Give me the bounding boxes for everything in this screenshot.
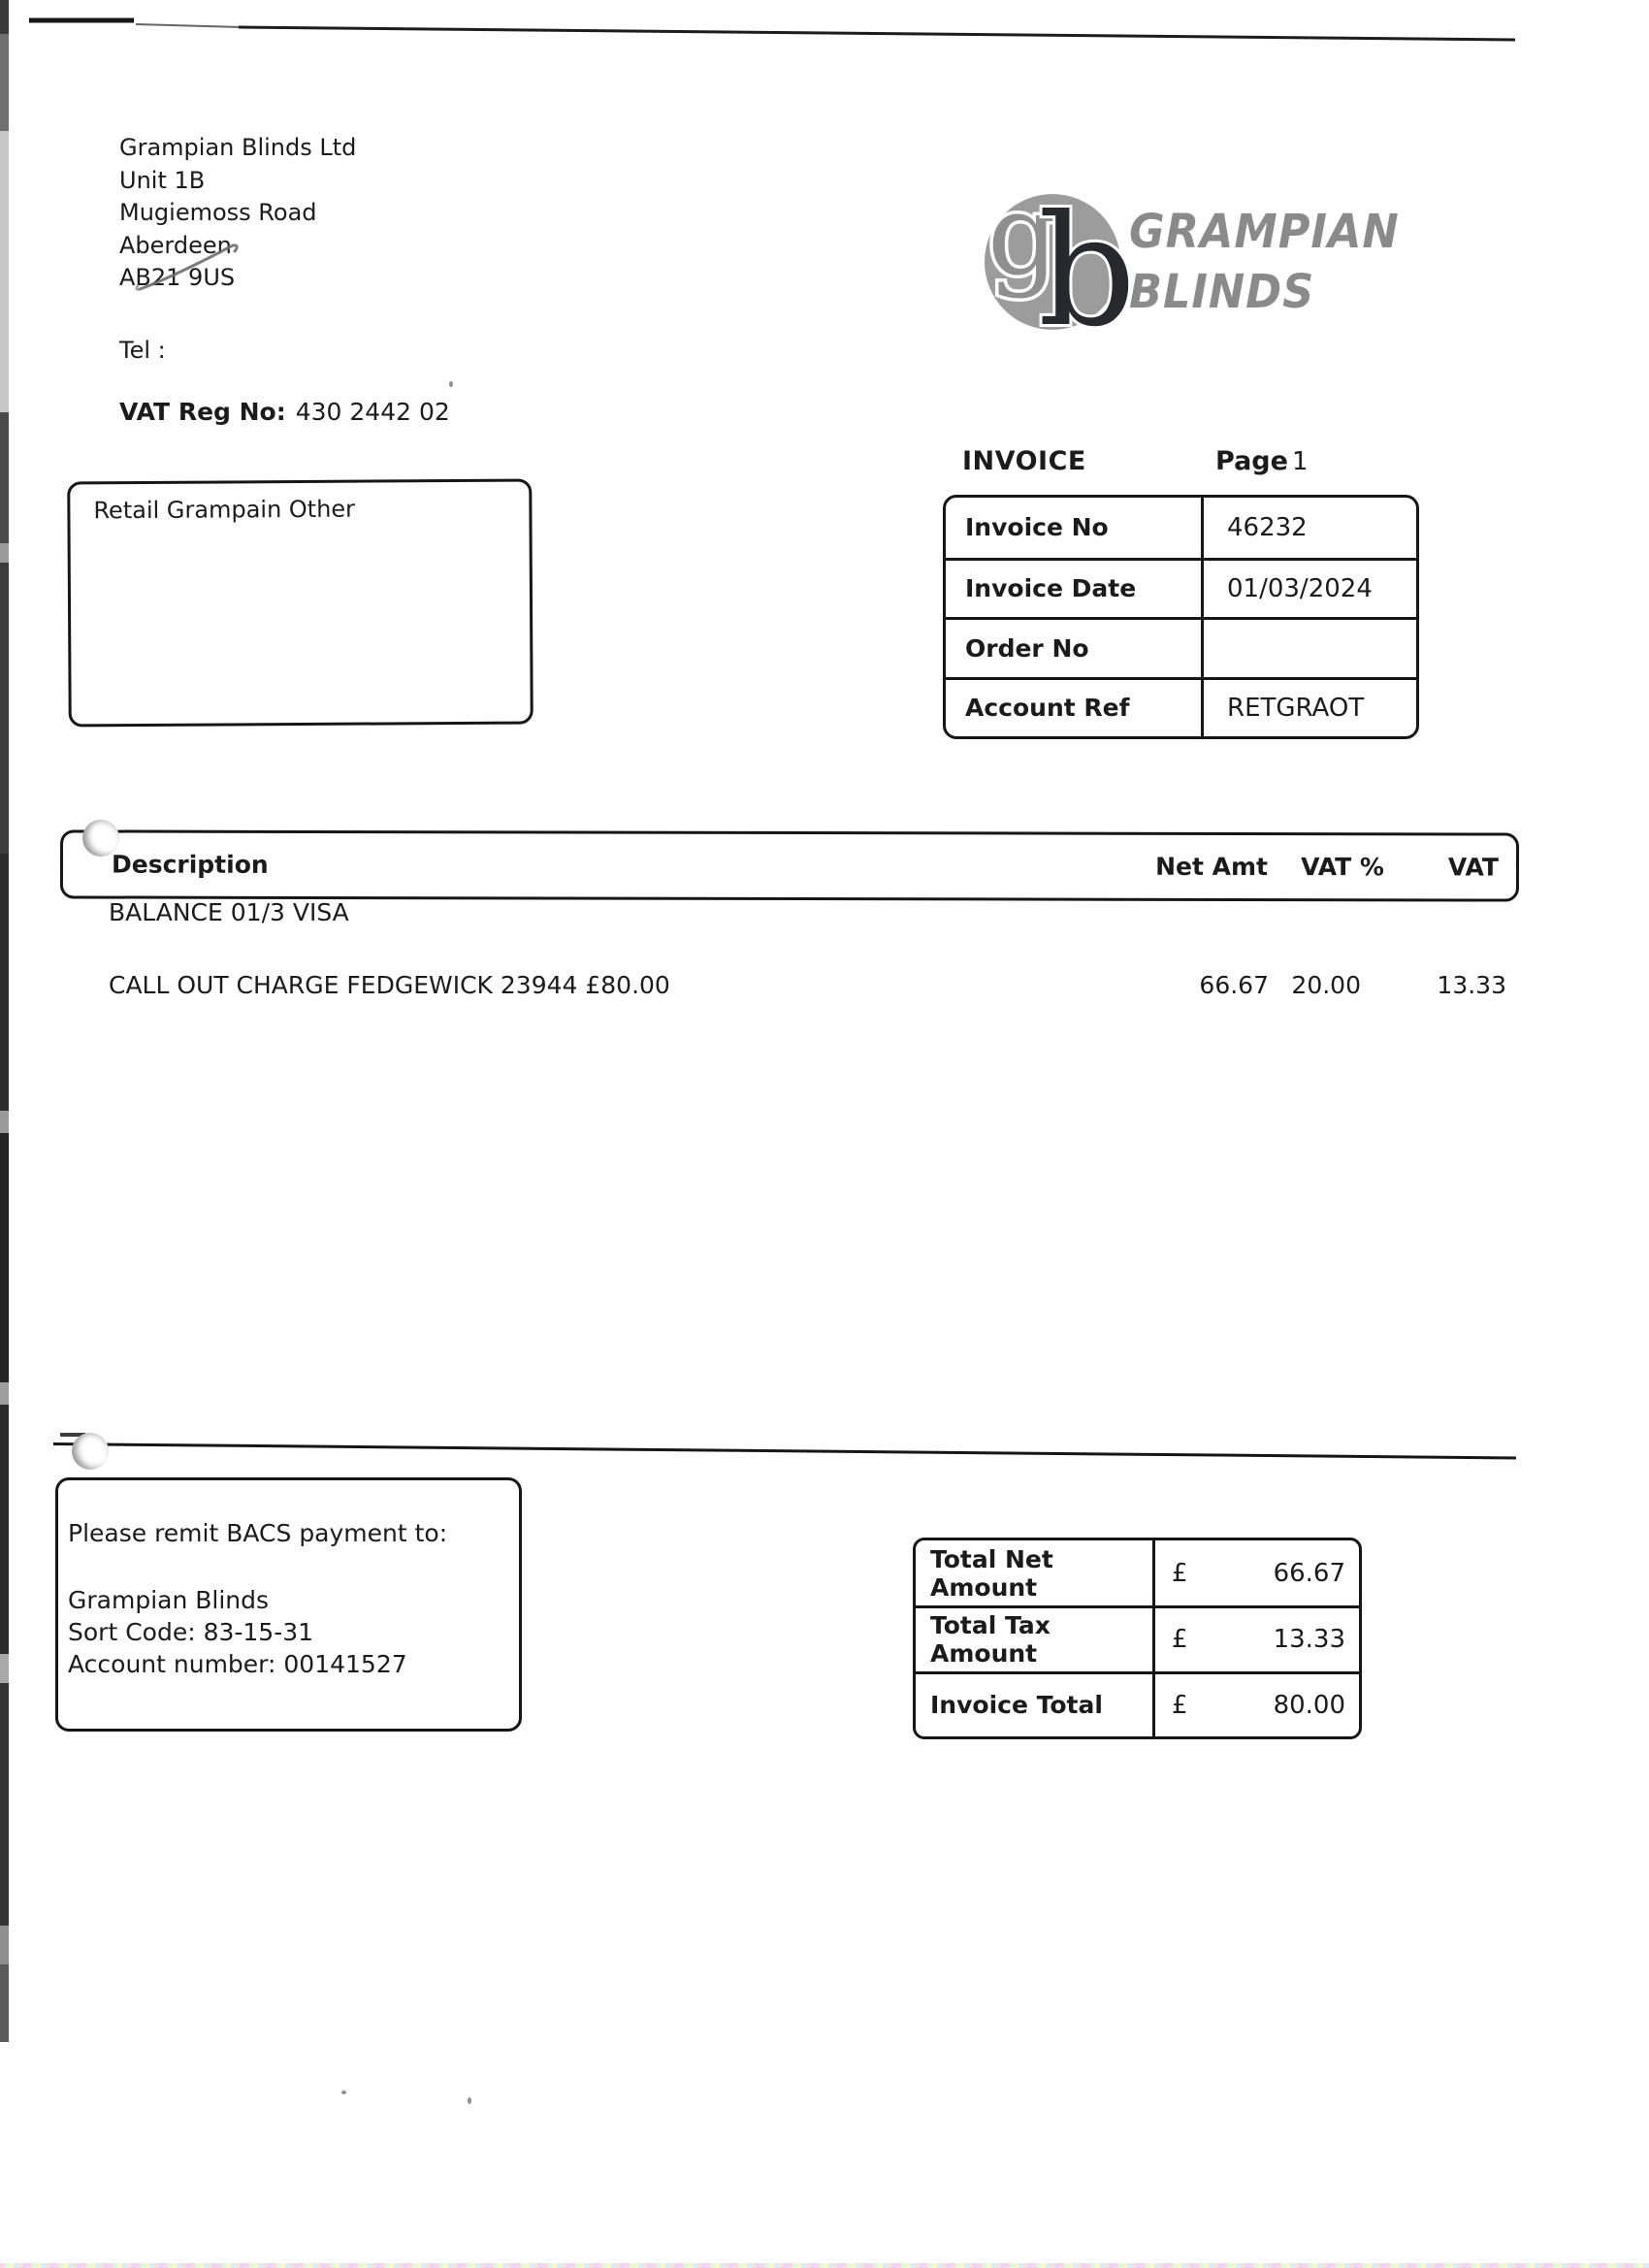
scan-speck <box>468 2097 471 2104</box>
hole-punch-mark <box>72 1433 109 1470</box>
logo-letter-g: g <box>987 188 1059 301</box>
logo-wordmark-line1: GRAMPIAN <box>1129 205 1400 259</box>
description-column-header: Description <box>111 850 269 879</box>
sender-name: Grampian Blinds Ltd <box>119 134 357 161</box>
sender-address-line: Unit 1B <box>119 166 206 194</box>
total-tax-value: 13.33 <box>1273 1625 1345 1655</box>
remittance-intro: Please remit BACS payment to: <box>68 1519 448 1547</box>
customer-account-name: Retail Grampain Other <box>93 495 356 525</box>
currency-symbol: £ <box>1172 1558 1188 1588</box>
vat-reg-line <box>119 398 450 426</box>
total-net-label: Total Net Amount <box>916 1540 1155 1605</box>
totals-table <box>913 1538 1362 1739</box>
invoice-date-label: Invoice Date <box>946 561 1204 618</box>
company-logo-wordmark <box>1129 202 1400 322</box>
vat-reg-value: 430 2442 02 <box>295 398 450 426</box>
scan-speck <box>341 2090 346 2094</box>
remittance-payee: Grampian Blinds <box>68 1586 270 1614</box>
sender-address-line: Aberdeen <box>119 231 232 259</box>
invoice-total-value: 80.00 <box>1273 1690 1345 1720</box>
line-item-description: CALL OUT CHARGE FEDGEWICK 23944 £80.00 <box>109 971 670 999</box>
invoice-title: INVOICE <box>962 446 1086 476</box>
totals-row <box>916 1671 1359 1736</box>
line-item-vat: 13.33 <box>1437 971 1506 999</box>
net-amount-column-header: Net Amt <box>1155 852 1269 882</box>
scan-top-edge-line <box>0 0 1649 58</box>
page-label: Page <box>1215 446 1288 476</box>
page-number: 1 <box>1292 447 1309 476</box>
tel-label: Tel : <box>119 337 166 364</box>
vat-reg-label: VAT Reg No: <box>119 398 286 426</box>
total-tax-label: Total Tax Amount <box>916 1608 1155 1670</box>
customer-box <box>67 479 534 728</box>
invoice-no-label: Invoice No <box>946 498 1204 558</box>
invoice-meta-row <box>946 498 1416 558</box>
remittance-account-number: Account number: 00141527 <box>68 1650 407 1678</box>
logo-letter-b: b <box>1038 188 1137 355</box>
scan-speck <box>449 381 453 387</box>
invoice-date-value: 01/03/2024 <box>1227 573 1373 603</box>
scan-bottom-noise-strip <box>0 2263 1649 2268</box>
remittance-box <box>55 1477 522 1732</box>
invoice-meta-row <box>946 677 1416 737</box>
vat-column-header: VAT <box>1447 853 1500 882</box>
total-net-value: 66.67 <box>1273 1558 1345 1588</box>
line-item-net: 66.67 <box>1199 971 1269 999</box>
scan-left-edge-strip <box>0 0 9 2042</box>
pen-scribble-mark <box>126 233 252 301</box>
sender-postcode: AB21 9US <box>119 264 236 291</box>
hole-punch-mark <box>82 820 119 857</box>
invoice-meta-table <box>943 495 1419 739</box>
invoice-meta-row <box>946 558 1416 618</box>
remittance-sort-code: Sort Code: 83-15-31 <box>68 1618 314 1646</box>
line-item-description: BALANCE 01/3 VISA <box>109 898 349 926</box>
order-no-value <box>1204 620 1416 677</box>
section-divider-line <box>53 1442 1516 1459</box>
account-ref-label: Account Ref <box>946 680 1204 737</box>
totals-row <box>916 1605 1359 1670</box>
line-item-vat-rate: 20.00 <box>1291 971 1361 999</box>
vat-rate-column-header: VAT % <box>1301 853 1385 882</box>
invoice-meta-row <box>946 617 1416 677</box>
line-items-header-bar <box>60 829 1519 901</box>
currency-symbol: £ <box>1172 1690 1188 1720</box>
account-ref-value: RETGRAOT <box>1227 693 1365 723</box>
currency-symbol: £ <box>1172 1625 1188 1655</box>
logo-wordmark-line2: BLINDS <box>1129 265 1315 319</box>
sender-address-line: Mugiemoss Road <box>119 199 317 226</box>
invoice-total-label: Invoice Total <box>916 1674 1155 1736</box>
invoice-no-value: 46232 <box>1227 512 1308 542</box>
order-no-label: Order No <box>946 620 1204 677</box>
totals-row <box>916 1540 1359 1605</box>
